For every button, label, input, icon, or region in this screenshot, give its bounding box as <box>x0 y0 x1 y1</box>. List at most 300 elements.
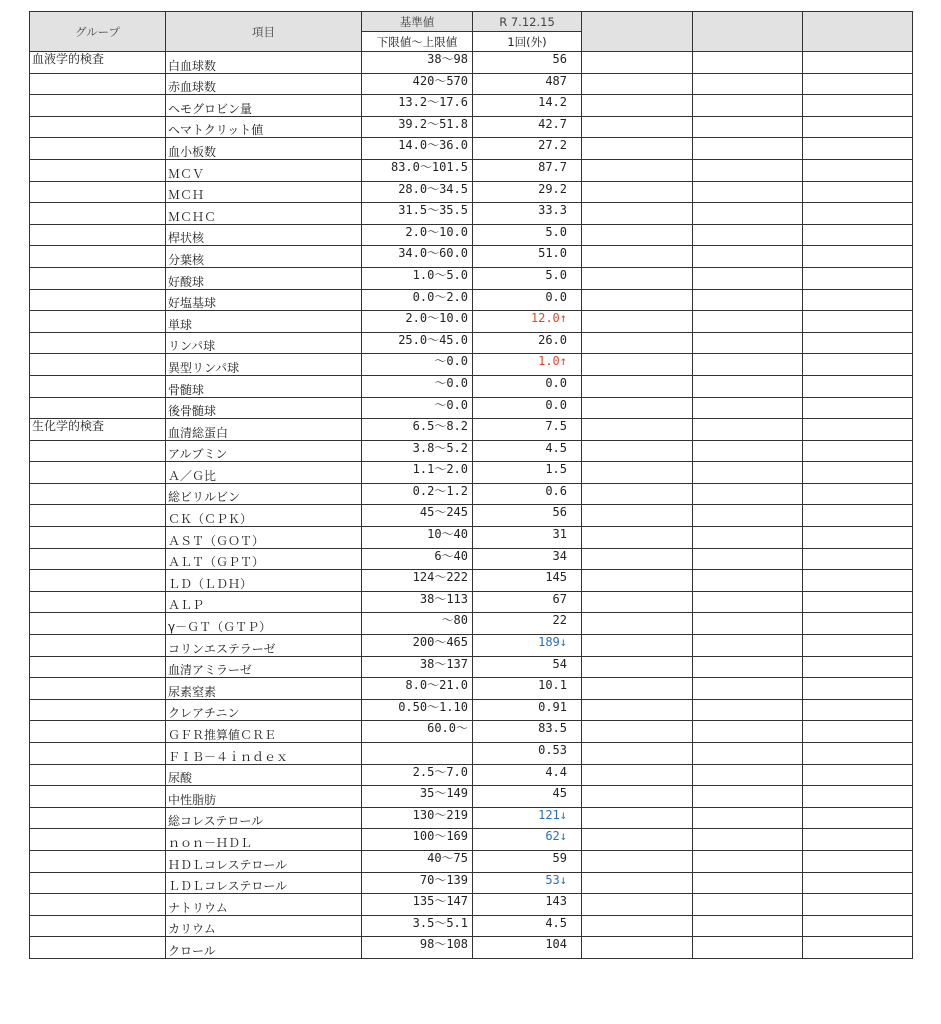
date-header: R 7.12.15 <box>473 12 582 32</box>
reference-range-cell: 8.0～21.0 <box>362 678 473 700</box>
table-row <box>30 872 913 894</box>
empty-cell <box>693 505 803 527</box>
empty-cell <box>693 613 803 635</box>
item-cell: ナトリウム <box>166 894 362 916</box>
empty-cell <box>693 332 803 354</box>
reference-range-cell: 39.2～51.8 <box>362 116 473 138</box>
group-cell <box>30 116 166 138</box>
item-cell: 血小板数 <box>166 138 362 160</box>
empty-cell <box>582 311 693 333</box>
empty-cell <box>803 613 913 635</box>
group-cell <box>30 73 166 95</box>
result-value-cell: 0.0 <box>473 289 582 311</box>
result-value-cell: 7.5 <box>473 419 582 441</box>
item-cell: アルブミン <box>166 440 362 462</box>
item-cell: Ａ／Ｇ比 <box>166 462 362 484</box>
item-cell: 桿状核 <box>166 224 362 246</box>
result-value-cell: 83.5 <box>473 721 582 743</box>
empty-cell <box>693 894 803 916</box>
empty-cell <box>693 462 803 484</box>
empty-cell <box>803 505 913 527</box>
empty-cell <box>693 527 803 549</box>
item-cell: 単球 <box>166 311 362 333</box>
result-value-cell: 143 <box>473 894 582 916</box>
table-row <box>30 764 913 786</box>
table-row <box>30 311 913 333</box>
reference-range-cell: 34.0～60.0 <box>362 246 473 268</box>
table-row <box>30 915 913 937</box>
empty-cell <box>803 678 913 700</box>
result-value-cell: 1.5 <box>473 462 582 484</box>
item-cell: ＡＬＰ <box>166 591 362 613</box>
group-cell <box>30 311 166 333</box>
reference-range-cell: 14.0～36.0 <box>362 138 473 160</box>
group-cell <box>30 764 166 786</box>
empty-cell <box>582 375 693 397</box>
item-cell: クロール <box>166 937 362 959</box>
table-row <box>30 591 913 613</box>
table-row <box>30 527 913 549</box>
empty-cell <box>693 850 803 872</box>
table-row <box>30 224 913 246</box>
item-cell: ＭＣＨ <box>166 181 362 203</box>
group-cell <box>30 829 166 851</box>
empty-cell <box>693 786 803 808</box>
reference-range-cell: 31.5～35.5 <box>362 203 473 225</box>
result-value-cell: 27.2 <box>473 138 582 160</box>
empty-cell <box>803 570 913 592</box>
empty-cell <box>582 181 693 203</box>
result-value-cell: 14.2 <box>473 95 582 117</box>
empty-cell <box>693 937 803 959</box>
result-value-cell: 56 <box>473 52 582 74</box>
group-cell <box>30 548 166 570</box>
result-value-cell: 87.7 <box>473 159 582 181</box>
empty-cell <box>693 354 803 376</box>
group-cell <box>30 807 166 829</box>
reference-range-cell: ～0.0 <box>362 397 473 419</box>
empty-cell <box>803 483 913 505</box>
table-row <box>30 850 913 872</box>
empty-cell <box>693 656 803 678</box>
group-cell <box>30 332 166 354</box>
table-row <box>30 937 913 959</box>
empty-cell <box>693 915 803 937</box>
empty-cell <box>803 656 913 678</box>
empty-cell <box>582 354 693 376</box>
empty-cell <box>582 95 693 117</box>
reference-range-cell: 0.2～1.2 <box>362 483 473 505</box>
empty-cell <box>582 267 693 289</box>
result-value-cell: 33.3 <box>473 203 582 225</box>
empty-cell <box>582 548 693 570</box>
group-cell <box>30 591 166 613</box>
lab-results-table <box>29 11 913 959</box>
empty-cell <box>803 699 913 721</box>
group-cell <box>30 613 166 635</box>
table-row <box>30 52 913 74</box>
empty-cell <box>803 786 913 808</box>
group-cell <box>30 181 166 203</box>
table-row <box>30 159 913 181</box>
group-cell <box>30 138 166 160</box>
item-cell: ＬＤＬコレステロール <box>166 872 362 894</box>
reference-range-cell: 0.50～1.10 <box>362 699 473 721</box>
empty-cell <box>582 332 693 354</box>
empty-cell <box>693 419 803 441</box>
empty-cell <box>693 397 803 419</box>
reference-range-cell: 2.5～7.0 <box>362 764 473 786</box>
reference-range-cell: 40～75 <box>362 850 473 872</box>
group-cell <box>30 505 166 527</box>
result-value-cell: 4.5 <box>473 440 582 462</box>
empty-cell <box>803 764 913 786</box>
empty-cell <box>803 354 913 376</box>
empty-cell <box>693 138 803 160</box>
header-row <box>30 12 913 32</box>
item-cell: 分葉核 <box>166 246 362 268</box>
result-value-cell: 0.0 <box>473 375 582 397</box>
item-cell: 血清総蛋白 <box>166 419 362 441</box>
group-cell <box>30 289 166 311</box>
empty-cell <box>582 224 693 246</box>
result-value-cell: 5.0 <box>473 267 582 289</box>
empty-header-3 <box>803 12 913 52</box>
group-cell <box>30 483 166 505</box>
reference-range-cell: ～0.0 <box>362 354 473 376</box>
empty-cell <box>803 915 913 937</box>
reference-range-cell: 135～147 <box>362 894 473 916</box>
table-row <box>30 807 913 829</box>
group-cell <box>30 894 166 916</box>
item-cell: ＭＣＨＣ <box>166 203 362 225</box>
reference-range-cell: 10～40 <box>362 527 473 549</box>
empty-cell <box>803 116 913 138</box>
table-row <box>30 332 913 354</box>
item-cell: 総コレステロール <box>166 807 362 829</box>
reference-range-cell: 420～570 <box>362 73 473 95</box>
empty-cell <box>803 527 913 549</box>
empty-cell <box>582 786 693 808</box>
group-cell <box>30 224 166 246</box>
empty-cell <box>803 807 913 829</box>
results-body <box>30 52 913 959</box>
reference-range-cell: 124～222 <box>362 570 473 592</box>
empty-cell <box>582 613 693 635</box>
group-cell <box>30 267 166 289</box>
reference-range-cell: 38～98 <box>362 52 473 74</box>
group-cell <box>30 159 166 181</box>
result-value-cell: 145 <box>473 570 582 592</box>
result-value-cell: 0.0 <box>473 397 582 419</box>
reference-range-cell: 6.5～8.2 <box>362 419 473 441</box>
item-cell: 尿素窒素 <box>166 678 362 700</box>
reference-range-cell: 28.0～34.5 <box>362 181 473 203</box>
item-cell: ＦＩＢ－４ｉｎｄｅｘ <box>166 743 362 765</box>
empty-cell <box>693 95 803 117</box>
empty-cell <box>803 937 913 959</box>
group-cell: 血液学的検査 <box>30 52 166 74</box>
item-cell: ｎｏｎ－ＨＤＬ <box>166 829 362 851</box>
empty-cell <box>582 591 693 613</box>
table-row <box>30 73 913 95</box>
empty-cell <box>582 73 693 95</box>
item-cell: 赤血球数 <box>166 73 362 95</box>
result-value-cell: 62↓ <box>473 829 582 851</box>
empty-cell <box>693 289 803 311</box>
empty-cell <box>803 721 913 743</box>
empty-cell <box>803 289 913 311</box>
result-value-cell: 51.0 <box>473 246 582 268</box>
group-cell <box>30 635 166 657</box>
empty-cell <box>582 699 693 721</box>
item-cell: ＧＦＲ推算値ＣＲＥ <box>166 721 362 743</box>
empty-cell <box>582 52 693 74</box>
table-row <box>30 678 913 700</box>
empty-cell <box>582 159 693 181</box>
date-subheader: 1回(外) <box>473 32 582 52</box>
result-value-cell: 45 <box>473 786 582 808</box>
empty-cell <box>693 829 803 851</box>
item-cell: 好塩基球 <box>166 289 362 311</box>
empty-cell <box>803 73 913 95</box>
empty-cell <box>803 267 913 289</box>
table-row <box>30 743 913 765</box>
table-row <box>30 635 913 657</box>
empty-cell <box>803 52 913 74</box>
result-value-cell: 0.53 <box>473 743 582 765</box>
empty-cell <box>693 764 803 786</box>
group-cell <box>30 527 166 549</box>
group-cell <box>30 246 166 268</box>
group-cell <box>30 743 166 765</box>
empty-cell <box>803 591 913 613</box>
reference-range-cell: ～80 <box>362 613 473 635</box>
table-row <box>30 786 913 808</box>
empty-cell <box>803 419 913 441</box>
group-cell <box>30 570 166 592</box>
empty-cell <box>582 635 693 657</box>
table-row <box>30 116 913 138</box>
result-value-cell: 54 <box>473 656 582 678</box>
reference-subheader: 下限値～上限値 <box>362 32 473 52</box>
result-value-cell: 189↓ <box>473 635 582 657</box>
reference-range-cell: 83.0～101.5 <box>362 159 473 181</box>
table-row <box>30 656 913 678</box>
table-row <box>30 548 913 570</box>
result-value-cell: 22 <box>473 613 582 635</box>
group-cell <box>30 699 166 721</box>
group-cell <box>30 354 166 376</box>
reference-range-cell: 45～245 <box>362 505 473 527</box>
table-row <box>30 419 913 441</box>
item-cell: ＨＤＬコレステロール <box>166 850 362 872</box>
empty-cell <box>693 116 803 138</box>
group-cell <box>30 440 166 462</box>
table-row <box>30 570 913 592</box>
empty-cell <box>693 743 803 765</box>
empty-cell <box>582 894 693 916</box>
reference-range-cell: 38～113 <box>362 591 473 613</box>
reference-range-cell: 70～139 <box>362 872 473 894</box>
table-row <box>30 267 913 289</box>
result-value-cell: 42.7 <box>473 116 582 138</box>
empty-cell <box>803 138 913 160</box>
item-cell: 血清アミラーゼ <box>166 656 362 678</box>
group-cell <box>30 462 166 484</box>
empty-cell <box>803 159 913 181</box>
group-cell <box>30 721 166 743</box>
item-header: 項目 <box>166 12 362 52</box>
empty-cell <box>803 548 913 570</box>
item-cell: ヘマトクリット値 <box>166 116 362 138</box>
table-row <box>30 699 913 721</box>
empty-cell <box>582 807 693 829</box>
result-value-cell: 0.6 <box>473 483 582 505</box>
empty-cell <box>582 721 693 743</box>
empty-cell <box>693 311 803 333</box>
item-cell: γ－ＧＴ（ＧＴＰ） <box>166 613 362 635</box>
empty-cell <box>803 397 913 419</box>
empty-cell <box>693 159 803 181</box>
empty-cell <box>693 267 803 289</box>
group-cell <box>30 397 166 419</box>
empty-cell <box>582 138 693 160</box>
result-value-cell: 104 <box>473 937 582 959</box>
empty-cell <box>582 570 693 592</box>
empty-cell <box>582 289 693 311</box>
result-value-cell: 12.0↑ <box>473 311 582 333</box>
table-row <box>30 375 913 397</box>
empty-cell <box>582 850 693 872</box>
empty-cell <box>582 872 693 894</box>
empty-cell <box>803 635 913 657</box>
result-value-cell: 121↓ <box>473 807 582 829</box>
table-row <box>30 397 913 419</box>
empty-cell <box>803 829 913 851</box>
item-cell: リンパ球 <box>166 332 362 354</box>
empty-cell <box>693 548 803 570</box>
empty-cell <box>582 397 693 419</box>
reference-range-cell: 1.0～5.0 <box>362 267 473 289</box>
empty-cell <box>803 332 913 354</box>
empty-cell <box>803 224 913 246</box>
item-cell: 好酸球 <box>166 267 362 289</box>
item-cell: カリウム <box>166 915 362 937</box>
reference-range-cell: 98～108 <box>362 937 473 959</box>
empty-cell <box>582 678 693 700</box>
empty-cell <box>582 829 693 851</box>
empty-cell <box>693 872 803 894</box>
result-value-cell: 5.0 <box>473 224 582 246</box>
empty-cell <box>693 570 803 592</box>
empty-cell <box>803 894 913 916</box>
result-value-cell: 59 <box>473 850 582 872</box>
result-value-cell: 10.1 <box>473 678 582 700</box>
item-cell: 後骨髄球 <box>166 397 362 419</box>
empty-cell <box>582 656 693 678</box>
group-cell <box>30 937 166 959</box>
empty-cell <box>803 95 913 117</box>
reference-range-cell: 1.1～2.0 <box>362 462 473 484</box>
empty-cell <box>693 635 803 657</box>
result-value-cell: 487 <box>473 73 582 95</box>
empty-cell <box>582 246 693 268</box>
table-row <box>30 138 913 160</box>
empty-cell <box>582 743 693 765</box>
group-cell <box>30 656 166 678</box>
item-cell: ＡＳＴ（ＧＯＴ） <box>166 527 362 549</box>
table-row <box>30 483 913 505</box>
group-cell <box>30 375 166 397</box>
result-value-cell: 56 <box>473 505 582 527</box>
group-cell: 生化学的検査 <box>30 419 166 441</box>
reference-range-cell: ～0.0 <box>362 375 473 397</box>
table-row <box>30 613 913 635</box>
reference-range-cell: 35～149 <box>362 786 473 808</box>
reference-range-cell: 25.0～45.0 <box>362 332 473 354</box>
empty-cell <box>693 678 803 700</box>
result-value-cell: 34 <box>473 548 582 570</box>
table-row <box>30 829 913 851</box>
item-cell: ＬＤ（ＬＤＨ） <box>166 570 362 592</box>
result-value-cell: 4.5 <box>473 915 582 937</box>
empty-cell <box>693 375 803 397</box>
result-value-cell: 67 <box>473 591 582 613</box>
group-cell <box>30 678 166 700</box>
empty-cell <box>693 440 803 462</box>
empty-cell <box>803 375 913 397</box>
empty-cell <box>582 462 693 484</box>
empty-cell <box>582 483 693 505</box>
group-cell <box>30 872 166 894</box>
empty-cell <box>693 224 803 246</box>
empty-cell <box>803 872 913 894</box>
result-value-cell: 31 <box>473 527 582 549</box>
table-row <box>30 289 913 311</box>
reference-range-cell: 60.0～ <box>362 721 473 743</box>
empty-cell <box>803 203 913 225</box>
item-cell: 中性脂肪 <box>166 786 362 808</box>
reference-range-cell: 2.0～10.0 <box>362 311 473 333</box>
item-cell: ＭＣＶ <box>166 159 362 181</box>
empty-cell <box>693 721 803 743</box>
empty-cell <box>582 116 693 138</box>
item-cell: 尿酸 <box>166 764 362 786</box>
reference-range-cell: 130～219 <box>362 807 473 829</box>
empty-cell <box>803 440 913 462</box>
table-row <box>30 203 913 225</box>
empty-cell <box>582 527 693 549</box>
group-cell <box>30 915 166 937</box>
item-cell: 骨髄球 <box>166 375 362 397</box>
reference-range-cell: 0.0～2.0 <box>362 289 473 311</box>
item-cell: ＡＬＴ（ＧＰＴ） <box>166 548 362 570</box>
table-row <box>30 246 913 268</box>
reference-range-cell: 2.0～10.0 <box>362 224 473 246</box>
table-row <box>30 95 913 117</box>
empty-cell <box>582 915 693 937</box>
reference-range-cell: 6～40 <box>362 548 473 570</box>
empty-cell <box>803 462 913 484</box>
reference-header: 基準値 <box>362 12 473 32</box>
table-row <box>30 462 913 484</box>
empty-cell <box>803 743 913 765</box>
empty-cell <box>582 440 693 462</box>
table-row <box>30 721 913 743</box>
empty-cell <box>693 699 803 721</box>
reference-range-cell: 3.5～5.1 <box>362 915 473 937</box>
